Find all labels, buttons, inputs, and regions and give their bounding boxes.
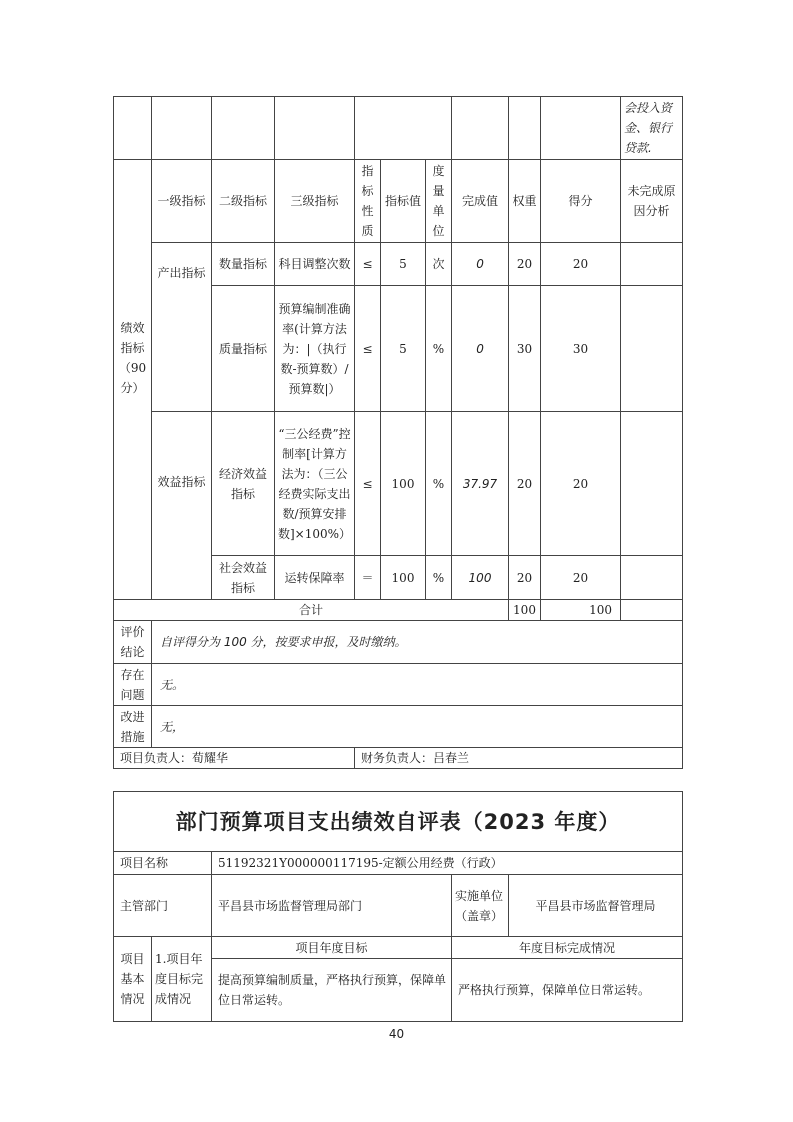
section-label: 绩效指标（90分） bbox=[114, 160, 152, 556]
level3-cell: “三公经费”控制率[计算方法为：（三公经费实际支出数/预算安排数]×100%） bbox=[275, 412, 355, 556]
nature-cell: ≤ bbox=[355, 412, 381, 556]
level2-cell: 社会效益指标 bbox=[212, 556, 275, 600]
completion-header: 年度目标完成情况 bbox=[452, 937, 683, 959]
reason-cell bbox=[621, 556, 683, 600]
page-number: 40 bbox=[388, 1027, 405, 1041]
level3-cell: 预算编制准确率(计算方法为：|（执行数-预算数）/预算数|） bbox=[275, 286, 355, 412]
header-level1: 一级指标 bbox=[152, 160, 212, 243]
nature-cell: ≤ bbox=[355, 286, 381, 412]
reason-cell bbox=[621, 412, 683, 556]
performance-indicator-table-lower bbox=[113, 555, 683, 769]
level2-cell: 经济效益指标 bbox=[212, 412, 275, 556]
goal-header-row bbox=[114, 937, 683, 959]
department-value: 平昌县市场监督管理局部门 bbox=[212, 875, 452, 937]
value-cell: 5 bbox=[381, 243, 426, 286]
weight-cell: 20 bbox=[509, 412, 541, 556]
header-row bbox=[114, 160, 683, 243]
project-name-value: 51192321Y000000117195-定额公用经费（行政） bbox=[212, 852, 683, 875]
department-row bbox=[114, 875, 683, 937]
problems-label: 存在问题 bbox=[114, 664, 152, 706]
reason-cell bbox=[621, 243, 683, 286]
nature-cell: ≤ bbox=[355, 243, 381, 286]
level3-cell: 运转保障率 bbox=[275, 556, 355, 600]
value-cell: 100 bbox=[381, 556, 426, 600]
header-reason: 未完成原因分析 bbox=[621, 160, 683, 243]
improvements-row bbox=[114, 706, 683, 748]
table-row bbox=[114, 412, 683, 556]
annual-goal-text: 提高预算编制质量，严格执行预算，保障单位日常运转。 bbox=[212, 959, 452, 1022]
unit-cell: % bbox=[426, 412, 452, 556]
signature-row bbox=[114, 748, 683, 769]
annual-goal-header: 项目年度目标 bbox=[212, 937, 452, 959]
evaluation-label: 评价结论 bbox=[114, 621, 152, 664]
project-name-row bbox=[114, 852, 683, 875]
evaluation-text: 自评得分为 100 分，按要求申报，及时缴纳。 bbox=[152, 621, 683, 664]
score-cell: 20 bbox=[541, 556, 621, 600]
level3-cell: 科目调整次数 bbox=[275, 243, 355, 286]
implementing-unit-value: 平昌县市场监督管理局 bbox=[509, 875, 683, 937]
improvements-label: 改进措施 bbox=[114, 706, 152, 748]
project-lead: 项目负责人：荀耀华 bbox=[114, 748, 355, 769]
project-name-label: 项目名称 bbox=[114, 852, 212, 875]
evaluation-row bbox=[114, 621, 683, 664]
header-nature: 指标性质 bbox=[355, 160, 381, 243]
reason-cell bbox=[621, 286, 683, 412]
continuation-row bbox=[114, 97, 683, 160]
finance-lead: 财务负责人：吕春兰 bbox=[355, 748, 683, 769]
implementing-unit-label: 实施单位（盖章） bbox=[452, 875, 509, 937]
level1-output: 产出指标 bbox=[152, 243, 212, 412]
total-score: 100 bbox=[541, 600, 621, 621]
department-label: 主管部门 bbox=[114, 875, 212, 937]
score-cell: 20 bbox=[541, 412, 621, 556]
unit-cell: % bbox=[426, 286, 452, 412]
level2-cell: 质量指标 bbox=[212, 286, 275, 412]
weight-cell: 20 bbox=[509, 556, 541, 600]
header-level2: 二级指标 bbox=[212, 160, 275, 243]
self-evaluation-table bbox=[113, 791, 683, 1022]
header-score: 得分 bbox=[541, 160, 621, 243]
level2-cell: 数量指标 bbox=[212, 243, 275, 286]
actual-cell: 100 bbox=[452, 556, 509, 600]
header-weight: 权重 bbox=[509, 160, 541, 243]
unit-cell: 次 bbox=[426, 243, 452, 286]
header-unit: 度量单位 bbox=[426, 160, 452, 243]
basic-info-label: 项目基本情况 bbox=[114, 937, 152, 1022]
actual-cell: 0 bbox=[452, 243, 509, 286]
total-weight: 100 bbox=[509, 600, 541, 621]
table-row bbox=[114, 243, 683, 286]
problems-row bbox=[114, 664, 683, 706]
improvements-text: 无， bbox=[152, 706, 683, 748]
score-cell: 30 bbox=[541, 286, 621, 412]
weight-cell: 20 bbox=[509, 243, 541, 286]
header-value: 指标值 bbox=[381, 160, 426, 243]
performance-indicator-table bbox=[113, 96, 683, 556]
unit-cell: % bbox=[426, 556, 452, 600]
value-cell: 5 bbox=[381, 286, 426, 412]
value-cell: 100 bbox=[381, 412, 426, 556]
completion-text: 严格执行预算，保障单位日常运转。 bbox=[452, 959, 683, 1022]
header-level3: 三级指标 bbox=[275, 160, 355, 243]
header-actual: 完成值 bbox=[452, 160, 509, 243]
title-row bbox=[114, 792, 683, 852]
weight-cell: 30 bbox=[509, 286, 541, 412]
total-label: 合计 bbox=[114, 600, 509, 621]
total-row bbox=[114, 600, 683, 621]
table-row bbox=[114, 556, 683, 600]
nature-cell: ＝ bbox=[355, 556, 381, 600]
actual-cell: 37.97 bbox=[452, 412, 509, 556]
problems-text: 无。 bbox=[152, 664, 683, 706]
continuation-reason-text: 会投入资金、银行贷款. bbox=[621, 97, 683, 160]
goal-section-label: 1.项目年度目标完成情况 bbox=[152, 937, 212, 1022]
score-cell: 20 bbox=[541, 243, 621, 286]
actual-cell: 0 bbox=[452, 286, 509, 412]
page-title: 部门预算项目支出绩效自评表（2023 年度） bbox=[114, 792, 683, 852]
level1-benefit: 效益指标 bbox=[152, 412, 212, 556]
